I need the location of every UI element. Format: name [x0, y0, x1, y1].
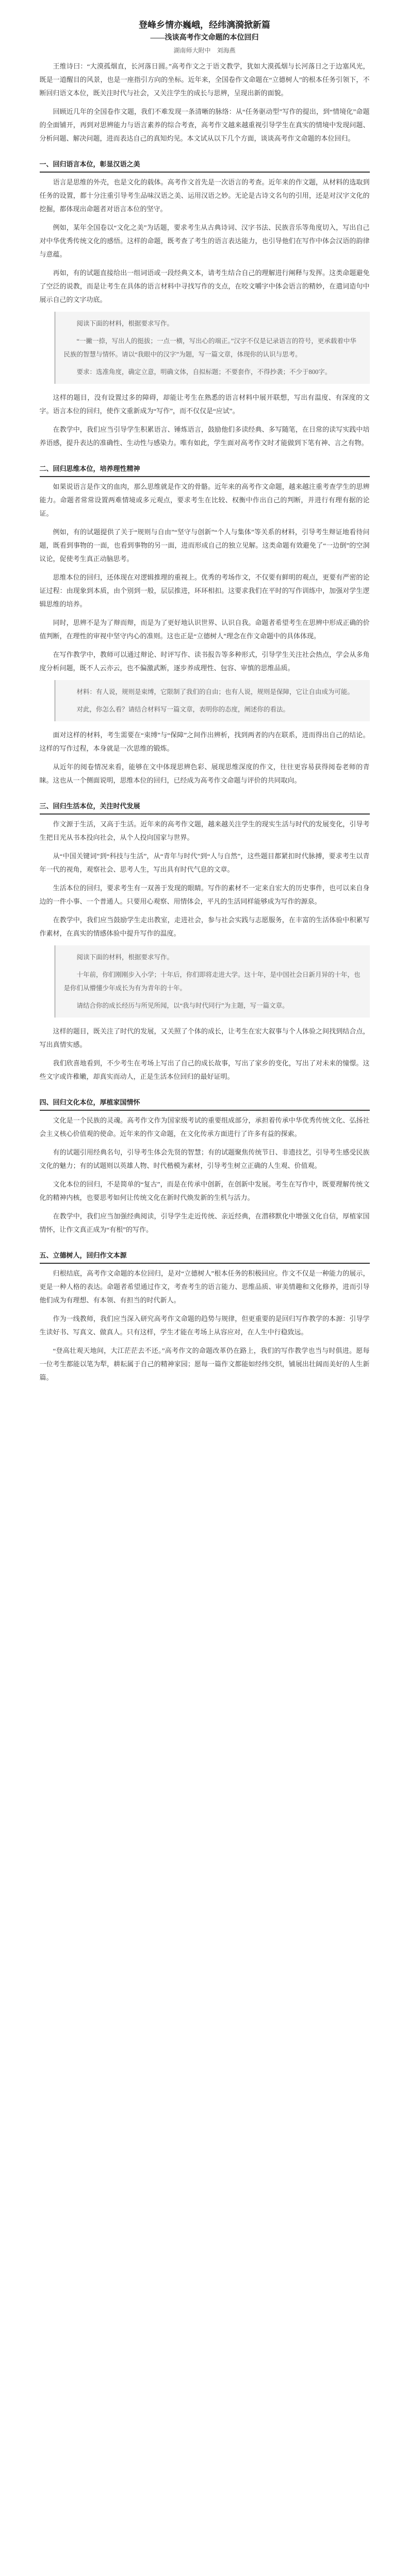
- paragraph: 王维诗曰：“大漠孤烟直，长河落日圆。”高考作文之于语文教学，犹如大漠孤烟与长河落日之于边塞风光，既是一道醒目的风景，也是一座指引方向的坐标。近年来，全国卷作文命题在“立德树人”的根本任务引领下，不断回归语文本位，既关注时代与社会，又关注学生的成长与思辨，呈现出新的面貌。: [39, 62, 370, 97]
- paragraph: 同时，思辨不是为了辩而辩，而是为了更好地认识世界、认识自我。命题者希望考生在思辨中形成正确的价值判断，在理性的审视中坚守内心的准则。这也正是“立德树人”理念在作文命题中的具体体现。: [39, 619, 370, 640]
- quote-line: “一撇一捺，写出人的挺拔；一点一横，写出心的端正。”汉字不仅是记录语言的符号，更承载着中华民族的智慧与情怀。请以“我眼中的汉字”为题，写一篇文章，体现你的认识与思考。: [63, 337, 356, 358]
- paragraph: 有的试题引用经典名句，引导考生体会先贤的智慧；有的试题聚焦传统节日、非遗技艺，引导考生感受民族文化的魅力；有的试题则以英雄人物、时代楷模为素材，引导考生树立正确的人生观、价值观。: [39, 1148, 370, 1170]
- quoted-prompt: [54, 945, 370, 1018]
- quote-line: 阅读下面的材料，根据要求写作。: [76, 954, 174, 961]
- heading-rule: [40, 1110, 370, 1111]
- article: [40, 0, 370, 1384]
- section-heading-text: 五、立德树人，回归作文本源: [39, 1251, 127, 1259]
- section-3: [40, 801, 370, 1083]
- section-1: [40, 159, 370, 450]
- paragraph: 语言是思维的外壳，也是文化的载体。高考作文首先是一次语言的考查。近年来的作文题，从材料的选取到任务的设置，都十分注重引导考生品味汉语之美、运用汉语之妙。无论是古诗文名句的引用，还是对汉字文化的挖掘，都体现出命题者对语言本位的坚守。: [39, 178, 370, 213]
- heading-rule: [40, 172, 370, 173]
- paragraph: 这样的题目，没有设置过多的障碍，却能让考生在熟悉的语言材料中展开联想，写出有温度、有深度的文字。语言本位的回归，使作文重新成为“写作”，而不仅仅是“应试”。: [39, 394, 370, 415]
- section-heading: [40, 1250, 370, 1264]
- section-heading: [40, 463, 370, 477]
- paragraph: 作为一线教师，我们应当深入研究高考作文命题的趋势与规律，但更重要的是回归写作教学的本源：引导学生读好书、写真文、做真人。只有这样，学生才能在考场上从容应对，在人生中行稳致远。: [39, 1315, 370, 1336]
- paragraph: 在写作教学中，教师可以通过辩论、时评写作、读书报告等多种形式，引导学生关注社会热点，学会从多角度分析问题，既不人云亦云，也不偏激武断，逐步养成理性、包容、审慎的思维品质。: [39, 651, 370, 672]
- section-4: [40, 1097, 370, 1236]
- heading-rule: [40, 1263, 370, 1264]
- paragraph: 例如，某年全国卷以“文化之美”为话题，要求考生从古典诗词、汉字书法、民族音乐等角度切入，写出自己对中华优秀传统文化的感悟。这样的命题，既考查了考生的语言表达能力，也引导他们在写作中体会汉语的韵律与意蕴。: [39, 224, 370, 258]
- section-heading-text: 三、回归生活本位，关注时代发展: [39, 802, 140, 810]
- paragraph: 再如，有的试题直接给出一组词语或一段经典文本，请考生结合自己的理解进行阐释与发挥。这类命题避免了空泛的说教，而是让考生在具体的语言材料中寻找写作的支点，在咬文嚼字中体会语言的精妙，在遣词造句中展示自己的文字功底。: [39, 269, 370, 303]
- article-author: 湖南师大附中 刘海燕: [173, 47, 236, 54]
- paragraph: 文化是一个民族的灵魂。高考作文作为国家级考试的重要组成部分，承担着传承中华优秀传统文化、弘扬社会主义核心价值观的使命。近年来的作文命题，在文化传承方面进行了许多有益的探索。: [39, 1116, 370, 1138]
- quoted-prompt: [54, 312, 370, 384]
- quoted-prompt: [54, 680, 370, 721]
- quote-line: 请结合你的成长经历与所见所闻，以“我与时代同行”为主题，写一篇文章。: [76, 1002, 289, 1009]
- heading-rule: [40, 814, 370, 815]
- paragraph: 生活本位的回归，要求考生有一双善于发现的眼睛。写作的素材不一定来自宏大的历史事件，也可以来自身边的一件小事、一个普通人。只要用心观察、用情体会，平凡的生活同样能够成为写作的源泉。: [39, 884, 370, 905]
- quote-line: 要求：选准角度，确定立意，明确文体，自拟标题；不要套作，不得抄袭；不少于800字。: [76, 368, 332, 376]
- paragraph: 面对这样的材料，考生需要在“束缚”与“保障”之间作出辨析，找到两者的内在联系，进而得出自己的结论。这样的写作过程，本身就是一次思维的锻炼。: [39, 731, 370, 752]
- section-2: [40, 463, 370, 787]
- section-5: [40, 1250, 370, 1384]
- paragraph: 从“中国关键词”到“科技与生活”，从“青年与时代”到“人与自然”，这些题目都紧扣时代脉搏，要求考生以青年一代的视角，观察社会、思考人生，写出具有时代气息的文章。: [39, 852, 370, 873]
- paragraph: 思维本位的回归，还体现在对逻辑推理的重视上。优秀的考场作文，不仅要有鲜明的观点，更要有严密的论证过程：由现象到本质，由个别到一般，层层推进，环环相扣。这要求我们在平时的写作训练中，加强对学生逻辑思维的培养。: [39, 573, 370, 608]
- intro: [40, 60, 370, 145]
- paragraph: 归根结底，高考作文命题的本位回归，是对“立德树人”根本任务的积极回应。作文不仅是一种能力的展示，更是一种人格的表达。命题者希望通过作文，考查考生的语言能力、思维品质、审美情趣和文化修养，进而引导他们成为有理想、有本领、有担当的时代新人。: [39, 1269, 370, 1304]
- section-heading-text: 一、回归语言本位，彰显汉语之美: [39, 160, 140, 168]
- section-heading-text: 四、回归文化本位，厚植家国情怀: [39, 1098, 140, 1106]
- article-title: 登峰乡情亦巍峨，经纬漓漪掀新篇: [139, 20, 270, 30]
- section-heading: [40, 1097, 370, 1111]
- section-heading-text: 二、回归思维本位，培养理性精神: [39, 465, 140, 472]
- paragraph: 这样的题目，既关注了时代的发展，又关照了个体的成长，让考生在宏大叙事与个人体验之间找到结合点，写出真情实感。: [39, 1027, 370, 1048]
- paragraph: 作文源于生活，又高于生活。近年来的高考作文题，越来越关注学生的现实生活与时代的发展变化，引导考生把目光从书本投向社会，从个人投向国家与世界。: [39, 820, 370, 841]
- paragraph: 我们欣喜地看到，不少考生在考场上写出了自己的成长故事，写出了家乡的变化，写出了对未来的憧憬。这些文字或许稚嫩，却真实而动人，正是生活本位回归的最好证明。: [39, 1059, 370, 1080]
- quote-line: 材料：有人说，规则是束缚，它限制了我们的自由；也有人说，规则是保障，它让自由成为可能。: [76, 688, 354, 696]
- paragraph: 在教学中，我们应当鼓励学生走出教室，走进社会，参与社会实践与志愿服务，在丰富的生活体验中积累写作素材，在真实的情感体验中提升写作的温度。: [39, 916, 370, 937]
- paragraph: 例如，有的试题提供了关于“规则与自由”“坚守与创新”“个人与集体”等关系的材料，引导考生辩证地看待问题，既看到事物的一面，也看到事物的另一面，进而形成自己的独立见解。这类命题有效避免了“一边倒”的空洞议论，促使考生真正动脑思考。: [39, 528, 370, 563]
- paragraph: 如果说语言是作文的血肉，那么思维就是作文的骨骼。近年来的高考作文命题，越来越注重考查学生的思辨能力。命题者常常设置两难情境或多元观点，要求考生在比较、权衡中作出自己的判断，并进行有理有据的论证。: [39, 483, 370, 517]
- paragraph: 在教学中，我们应当加强经典阅读，引导学生走近传统、亲近经典，在潜移默化中增强文化自信，厚植家国情怀，让作文真正成为“有根”的写作。: [39, 1212, 370, 1233]
- quote-line: 阅读下面的材料，根据要求写作。: [76, 320, 174, 327]
- quote-line: 对此，你怎么看？请结合材料写一篇文章，表明你的态度，阐述你的看法。: [76, 706, 290, 713]
- paragraph: 在教学中，我们应当引导学生积累语言、锤炼语言，鼓励他们多读经典、多写随笔，在日常的读写实践中培养语感，提升表达的准确性、生动性与感染力。唯有如此，学生面对高考作文时才能做到下笔有神、言之有物。: [39, 426, 370, 447]
- paragraph: 回顾近几年的全国卷作文题，我们不难发现一条清晰的脉络：从“任务驱动型”写作的提出，到“情境化”命题的全面铺开，再到对思辨能力与语言素养的综合考查，高考作文越来越重视引导学生在真实的情境中发现问题、分析问题、解决问题，进而表达自己的真知灼见。本文试从以下几个方面，谈谈高考作文命题的本位回归。: [39, 108, 370, 142]
- heading-rule: [40, 476, 370, 477]
- section-heading: [40, 801, 370, 815]
- quote-line: 十年前，你们刚刚步入小学；十年后，你们即将走进大学。这十年，是中国社会日新月异的十年，也是你们从懵懂少年成长为有为青年的十年。: [63, 971, 361, 992]
- section-heading: [40, 159, 370, 173]
- paragraph: 从近年的阅卷情况来看，能够在文中体现思辨色彩、展现思维深度的作文，往往更容易获得阅卷老师的青睐。这也从一个侧面说明，思维本位的回归，已经成为高考作文命题与评价的共同取向。: [39, 763, 370, 784]
- article-subtitle: ——浅谈高考作文命题的本位回归: [150, 34, 259, 42]
- paragraph: 文化本位的回归，不是简单的“复古”，而是在传承中创新，在创新中发展。考生在写作中，既要理解传统文化的精神内核，也要思考如何让传统文化在新时代焕发新的生机与活力。: [39, 1180, 370, 1201]
- paragraph: “登高壮观天地间，大江茫茫去不还。”高考作文的命题改革仍在路上，我们的写作教学也当与时俱进。愿每一位考生都能以笔为犁，耕耘属于自己的精神家园；愿每一篇作文都能如经纬交织，铺展出壮阔而美好的人生新篇。: [39, 1347, 370, 1381]
